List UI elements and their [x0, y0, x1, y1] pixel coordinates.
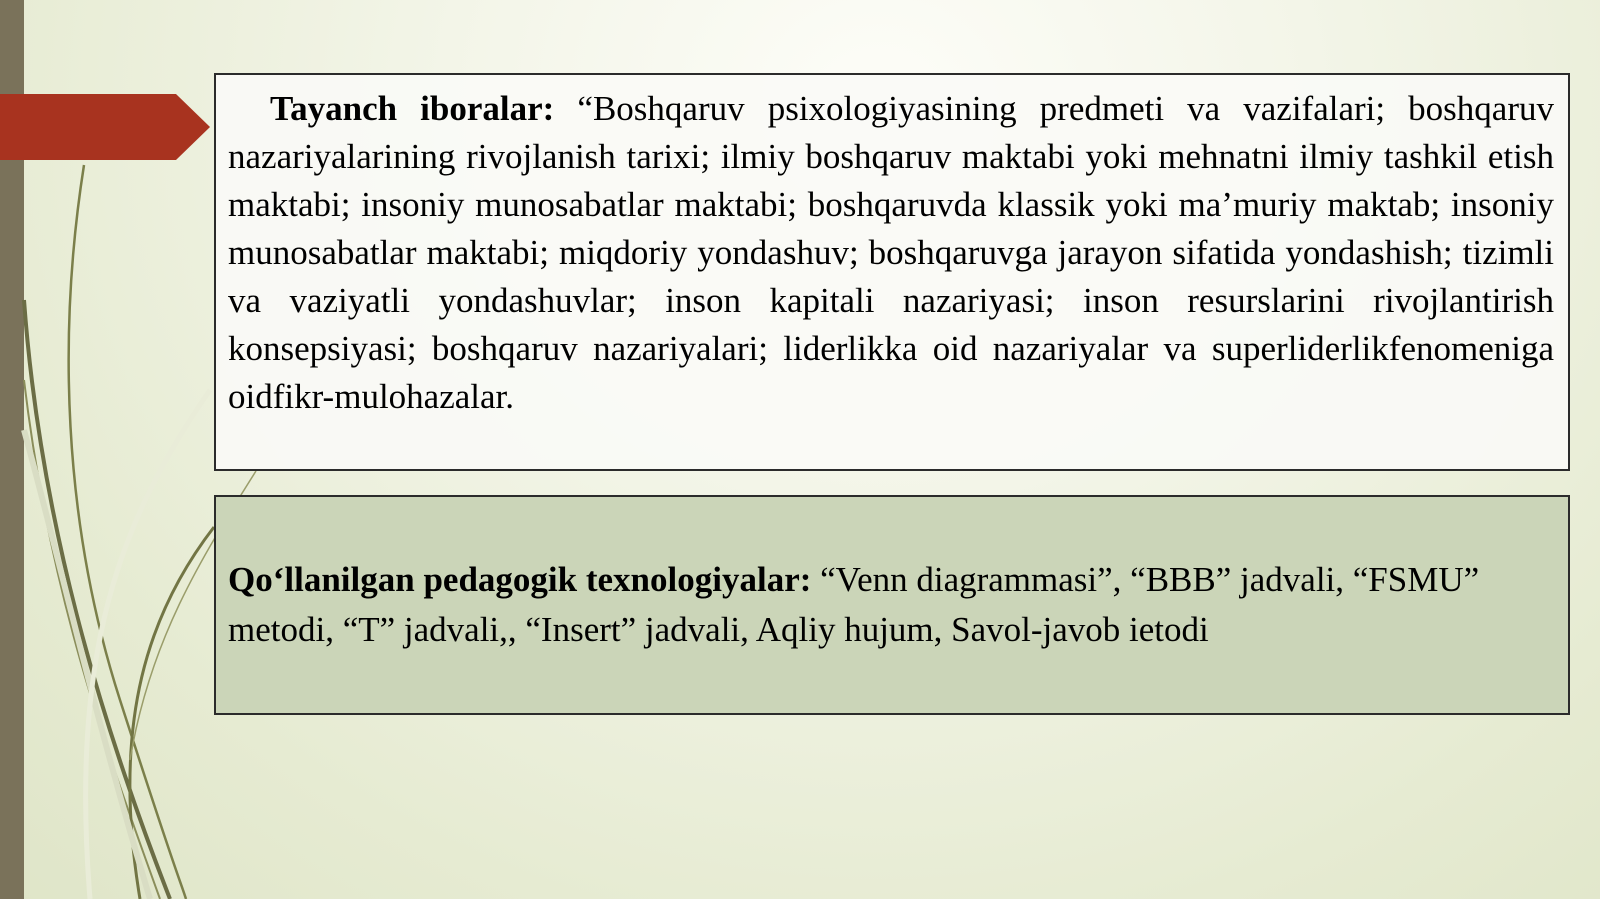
red-arrow-tab	[0, 94, 210, 160]
technologies-label: Qo‘llanilgan pedagogik texnologiyalar:	[228, 560, 812, 599]
key-phrases-label: Tayanch iboralar:	[270, 89, 555, 128]
key-phrases-paragraph	[228, 85, 1554, 421]
key-phrases-text: “Boshqaruv psixologiyasining predmeti va vazifalari; boshqaruv nazariyalarining rivojlanish tarixi; ilmiy boshqaruv maktabi yoki mehnatni ilmiy tashkil etish maktabi; insoniy munosabatlar maktabi; boshqaruvda klassik yoki ma’muriy maktab; insoniy munosabatlar maktabi; miqdoriy yondashuv; boshqaruvga jarayon sifatida yondashish; tizimli va vaziyatli yondashuvlar; inson kapitali nazariyasi; inson resurslarini rivojlantirish konsepsiyasi; boshqaruv nazariyalari; liderlikka oid nazariyalar va superliderlikfenomeniga oidfikr-mulohazalar.	[228, 89, 1554, 416]
key-phrases-box	[214, 73, 1570, 471]
technologies-box	[214, 495, 1570, 715]
technologies-paragraph	[228, 555, 1554, 655]
technologies-text: “Venn diagrammasi”, “BBB” jadvali, “FSMU” metodi, “T” jadvali,, “Insert” jadvali, Aqliy hujum, Savol-javob ietodi	[228, 560, 1480, 649]
